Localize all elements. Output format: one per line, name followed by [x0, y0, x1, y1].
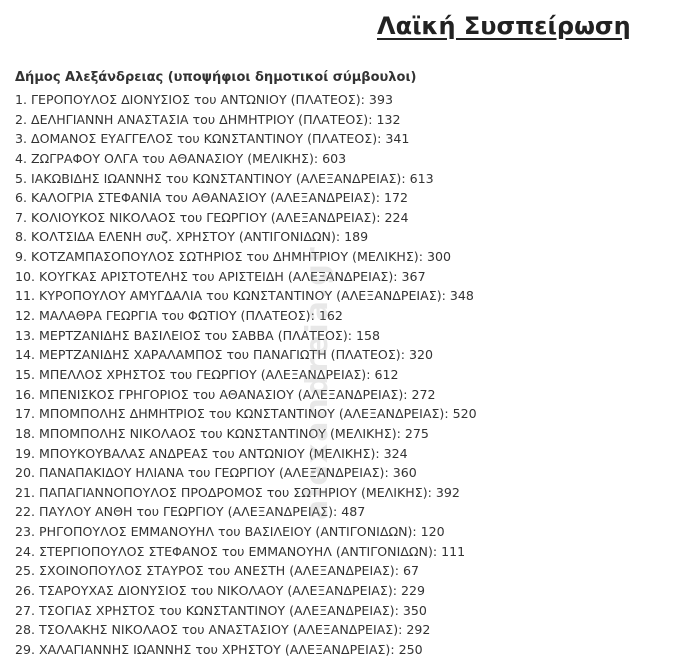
candidate-item: 17. ΜΠΟΜΠΟΛΗΣ ΔΗΜΗΤΡΙΟΣ του ΚΩΝΣΤΑΝΤΙΝΟΥ (ΑΛΕΞΑΝΔΡΕΙΑΣ): 520 [15, 406, 477, 422]
site-watermark: alexandreia.gr [300, 245, 335, 520]
candidate-item: 2. ΔΕΛΗΓΙΑΝΝΗ ΑΝΑΣΤΑΣΙΑ του ΔΗΜΗΤΡΙΟΥ (ΠΛΑΤΕΟΣ): 132 [15, 111, 401, 127]
candidate-item: 12. ΜΑΛΑΘΡΑ ΓΕΩΡΓΙΑ του ΦΩΤΙΟΥ (ΠΛΑΤΕΟΣ): 162 [15, 308, 343, 324]
candidate-item: 9. ΚΟΤΖΑΜΠΑΣΟΠΟΥΛΟΣ ΣΩΤΗΡΙΟΣ του ΔΗΜΗΤΡΙΟΥ (ΜΕΛΙΚΗΣ): 300 [15, 249, 451, 265]
candidate-item: 18. ΜΠΟΜΠΟΛΗΣ ΝΙΚΟΛΑΟΣ του ΚΩΝΣΤΑΝΤΙΝΟΥ (ΜΕΛΙΚΗΣ): 275 [15, 425, 429, 441]
candidate-item: 5. ΙΑΚΩΒΙΔΗΣ ΙΩΑΝΝΗΣ του ΚΩΝΣΤΑΝΤΙΝΟΥ (ΑΛΕΞΑΝΔΡΕΙΑΣ): 613 [15, 170, 434, 186]
candidate-item: 23. ΡΗΓΟΠΟΥΛΟΣ ΕΜΜΑΝΟΥΗΛ του ΒΑΣΙΛΕΙΟΥ (ΑΝΤΙΓΟΝΙΔΩΝ): 120 [15, 524, 445, 540]
candidate-item: 15. ΜΠΕΛΛΟΣ ΧΡΗΣΤΟΣ του ΓΕΩΡΓΙΟΥ (ΑΛΕΞΑΝΔΡΕΙΑΣ): 612 [15, 366, 399, 382]
candidate-item: 4. ΖΩΓΡΑΦΟΥ ΟΛΓΑ του ΑΘΑΝΑΣΙΟΥ (ΜΕΛΙΚΗΣ): 603 [15, 150, 347, 166]
candidate-item: 8. ΚΟΛΤΣΙΔΑ ΕΛΕΝΗ συζ. ΧΡΗΣΤΟΥ (ΑΝΤΙΓΟΝΙΔΩΝ): 189 [15, 229, 369, 245]
candidate-item: 14. ΜΕΡΤΖΑΝΙΔΗΣ ΧΑΡΑΛΑΜΠΟΣ του ΠΑΝΑΓΙΩΤΗ (ΠΛΑΤΕΟΣ): 320 [15, 347, 434, 363]
candidate-item: 27. ΤΣΟΓΙΑΣ ΧΡΗΣΤΟΣ του ΚΩΝΣΤΑΝΤΙΝΟΥ (ΑΛΕΞΑΝΔΡΕΙΑΣ): 350 [15, 602, 427, 618]
page-title: Λαϊκή Συσπείρωση [377, 12, 631, 40]
candidate-item: 6. ΚΑΛΟΓΡΙΑ ΣΤΕΦΑΝΙΑ του ΑΘΑΝΑΣΙΟΥ (ΑΛΕΞΑΝΔΡΕΙΑΣ): 172 [15, 190, 409, 206]
candidate-item: 24. ΣΤΕΡΓΙΟΠΟΥΛΟΣ ΣΤΕΦΑΝΟΣ του ΕΜΜΑΝΟΥΗΛ (ΑΝΤΙΓΟΝΙΔΩΝ): 111 [15, 543, 466, 559]
candidate-item: 19. ΜΠΟΥΚΟΥΒΑΛΑΣ ΑΝΔΡΕΑΣ του ΑΝΤΩΝΙΟΥ (ΜΕΛΙΚΗΣ): 324 [15, 445, 408, 461]
section-heading: Δήμος Αλεξάνδρειας (υποψήφιοι δημοτικοί σύμβουλοι) [15, 70, 417, 85]
candidate-item: 7. ΚΟΛΙΟΥΚΟΣ ΝΙΚΟΛΑΟΣ του ΓΕΩΡΓΙΟΥ (ΑΛΕΞΑΝΔΡΕΙΑΣ): 224 [15, 209, 409, 225]
candidate-item: 16. ΜΠΕΝΙΣΚΟΣ ΓΡΗΓΟΡΙΟΣ του ΑΘΑΝΑΣΙΟΥ (ΑΛΕΞΑΝΔΡΕΙΑΣ): 272 [15, 386, 436, 402]
candidate-item: 25. ΣΧΟΙΝΟΠΟΥΛΟΣ ΣΤΑΥΡΟΣ του ΑΝΕΣΤΗ (ΑΛΕΞΑΝΔΡΕΙΑΣ): 67 [15, 563, 419, 579]
candidate-item: 28. ΤΣΟΛΑΚΗΣ ΝΙΚΟΛΑΟΣ του ΑΝΑΣΤΑΣΙΟΥ (ΑΛΕΞΑΝΔΡΕΙΑΣ): 292 [15, 622, 431, 638]
candidate-item: 21. ΠΑΠΑΓΙΑΝΝΟΠΟΥΛΟΣ ΠΡΟΔΡΟΜΟΣ του ΣΩΤΗΡΙΟΥ (ΜΕΛΙΚΗΣ): 392 [15, 484, 460, 500]
candidate-item: 3. ΔΟΜΑΝΟΣ ΕΥΑΓΓΕΛΟΣ του ΚΩΝΣΤΑΝΤΙΝΟΥ (ΠΛΑΤΕΟΣ): 341 [15, 131, 410, 147]
candidate-item: 20. ΠΑΝΑΠΑΚΙΔΟΥ ΗΛΙΑΝΑ του ΓΕΩΡΓΙΟΥ (ΑΛΕΞΑΝΔΡΕΙΑΣ): 360 [15, 465, 417, 481]
candidate-item: 22. ΠΑΥΛΟΥ ΑΝΘΗ του ΓΕΩΡΓΙΟΥ (ΑΛΕΞΑΝΔΡΕΙΑΣ): 487 [15, 504, 366, 520]
candidate-item: 1. ΓΕΡΟΠΟΥΛΟΣ ΔΙΟΝΥΣΙΟΣ του ΑΝΤΩΝΙΟΥ (ΠΛΑΤΕΟΣ): 393 [15, 92, 393, 107]
candidate-item: 10. ΚΟΥΓΚΑΣ ΑΡΙΣΤΟΤΕΛΗΣ του ΑΡΙΣΤΕΙΔΗ (ΑΛΕΞΑΝΔΡΕΙΑΣ): 367 [15, 268, 426, 284]
candidate-item: 26. ΤΣΑΡΟΥΧΑΣ ΔΙΟΝΥΣΙΟΣ του ΝΙΚΟΛΑΟΥ (ΑΛΕΞΑΝΔΡΕΙΑΣ): 229 [15, 583, 426, 599]
candidate-item: 11. ΚΥΡΟΠΟΥΛΟΥ ΑΜΥΓΔΑΛΙΑ του ΚΩΝΣΤΑΝΤΙΝΟΥ (ΑΛΕΞΑΝΔΡΕΙΑΣ): 348 [15, 288, 474, 304]
candidate-list [15, 90, 477, 660]
candidate-item: 13. ΜΕΡΤΖΑΝΙΔΗΣ ΒΑΣΙΛΕΙΟΣ του ΣΑΒΒΑ (ΠΛΑΤΕΟΣ): 158 [15, 327, 381, 343]
candidate-item: 29. ΧΑΛΑΓΙΑΝΝΗΣ ΙΩΑΝΝΗΣ του ΧΡΗΣΤΟΥ (ΑΛΕΞΑΝΔΡΕΙΑΣ): 250 [15, 641, 423, 657]
